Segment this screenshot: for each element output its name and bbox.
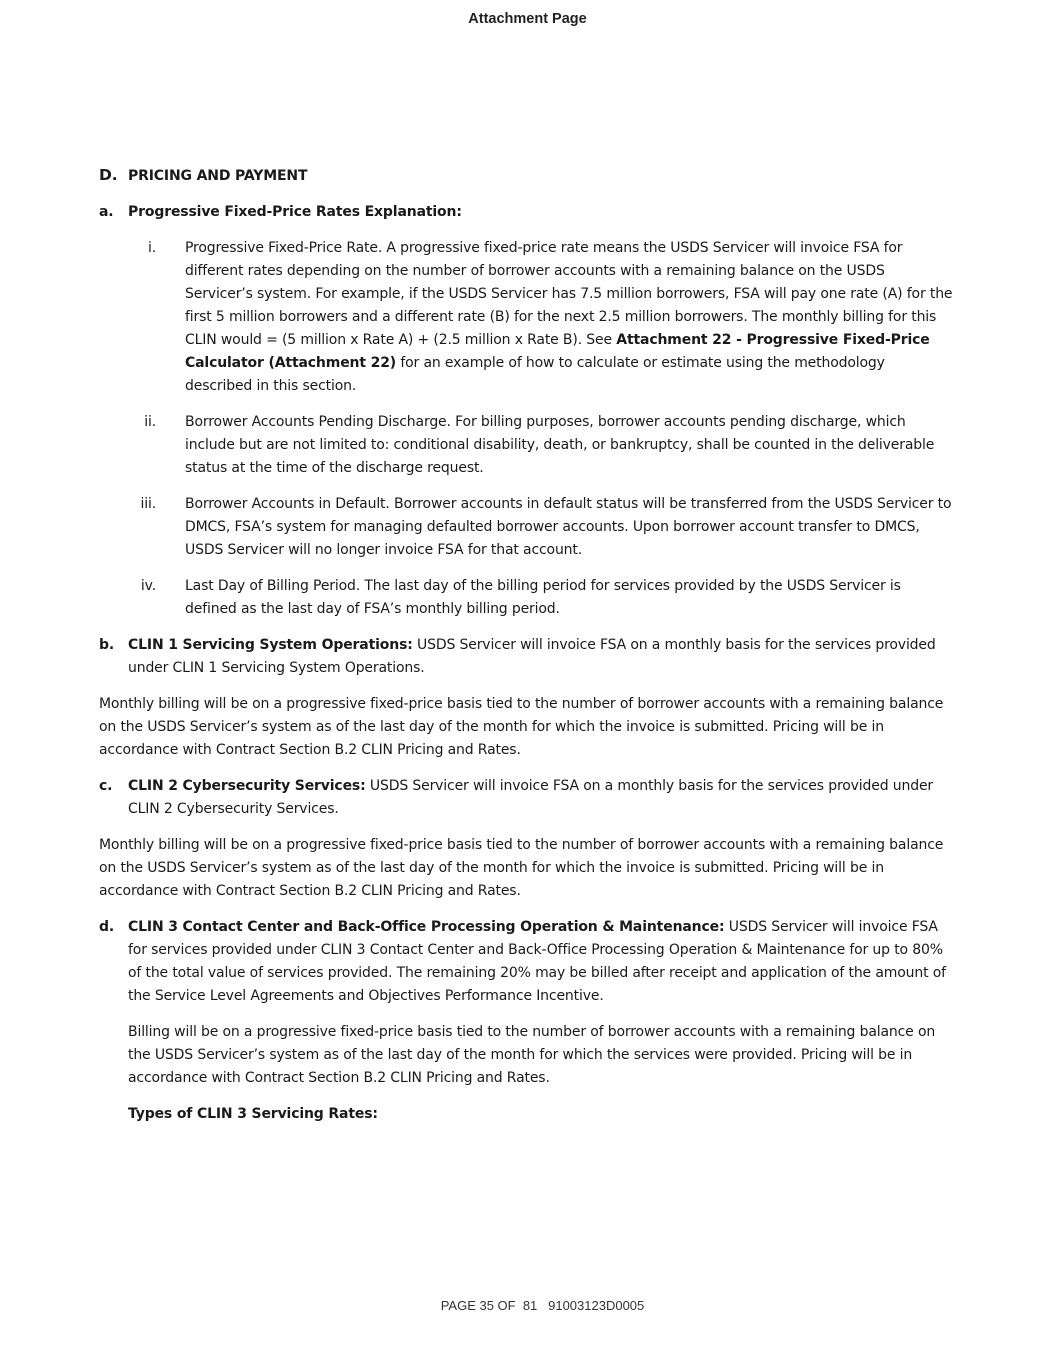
- item-c-title: CLIN 2 Cybersecurity Services:: [128, 778, 366, 794]
- subitem-ii-text: Borrower Accounts Pending Discharge. For billing purposes, borrower accounts pending discharge, which include but are not limited to: conditional disability, death, or bankruptcy, shall be counted in the deliverable status at the time of the discharge request.: [185, 414, 935, 476]
- roman-list: [99, 237, 954, 621]
- subitem-i: [99, 237, 954, 398]
- page-footer: [0, 1298, 1055, 1313]
- item-d: [99, 916, 954, 1008]
- item-d-paragraph: Billing will be on a progressive fixed-price basis tied to the number of borrower accounts with a remaining balance on the USDS Servicer’s system as of the last day of the month for which the services were provided. Pricing will be in accordance with Contract Section B.2 CLIN Pricing and Rates.: [128, 1024, 936, 1086]
- subitem-ii: [99, 411, 954, 480]
- item-c: [99, 775, 954, 821]
- item-c-text: USDS Servicer will invoice FSA on a monthly basis for the services provided under CLIN 2 Cybersecurity Services.: [128, 778, 934, 817]
- item-c-paragraph: Monthly billing will be on a progressive fixed-price basis tied to the number of borrower accounts with a remaining balance on the USDS Servicer’s system as of the last day of the month for which the invoice is submitted. Pricing will be in accordance with Contract Section B.2 CLIN Pricing and Rates.: [99, 837, 944, 899]
- attachment-22-reference: Attachment 22 - Progressive Fixed-Price Calculator (Attachment 22): [185, 332, 930, 371]
- section-letter: D.: [99, 166, 118, 184]
- subitem-iii-text: Borrower Accounts in Default. Borrower accounts in default status will be transferred from the USDS Servicer to DMCS, FSA’s system for managing defaulted borrower accounts. Upon borrower account transfer to DMCS, USDS Servicer will no longer invoice FSA for that account.: [185, 496, 952, 558]
- page-number: PAGE 35 OF 81 91003123D0005: [440, 1298, 645, 1313]
- item-d-title: CLIN 3 Contact Center and Back-Office Processing Operation & Maintenance:: [128, 919, 725, 935]
- item-b-body: [128, 634, 954, 680]
- item-d-body: [128, 916, 954, 1008]
- section-title: PRICING AND PAYMENT: [128, 168, 308, 184]
- document-body: [99, 164, 954, 1139]
- item-d-marker: d.: [99, 919, 115, 935]
- section-heading: [99, 164, 954, 188]
- item-b-marker: b.: [99, 637, 115, 653]
- item-c-body: [128, 775, 954, 821]
- item-a-marker: a.: [99, 204, 114, 220]
- subitem-iv-marker: iv.: [140, 578, 156, 594]
- item-d-text: USDS Servicer will invoice FSA for services provided under CLIN 3 Contact Center and Back-Office Processing Operation & Maintenance for up to 80% of the total value of services provided. The remaining 20% may be billed after receipt and application of the amount of the Service Level Agreements and Objectives Performance Incentive.: [128, 919, 946, 1004]
- item-b: [99, 634, 954, 680]
- clin3-rates-subheading: Types of CLIN 3 Servicing Rates:: [128, 1106, 378, 1122]
- item-b-text: USDS Servicer will invoice FSA on a monthly basis for the services provided under CLIN 1 Servicing System Operations.: [128, 637, 936, 676]
- item-c-marker: c.: [99, 778, 113, 794]
- item-a: [99, 201, 954, 224]
- subitem-iv: [99, 575, 954, 621]
- subitem-i-text-part1: Progressive Fixed-Price Rate. A progressive fixed-price rate means the USDS Servicer will invoice FSA for different rates depending on the number of borrower accounts with a remaining balance on the USDS Servicer’s system. For example, if the USDS Servicer has 7.5 million borrowers, FSA will pay one rate (A) for the first 5 million borrowers and a different rate (B) for the next 2.5 million borrowers. The monthly billing for this CLIN would = (5 million x Rate A) + (2.5 million x Rate B). See: [185, 240, 953, 348]
- subitem-iii-marker: iii.: [140, 496, 156, 512]
- subitem-i-marker: i.: [147, 240, 156, 256]
- subitem-iii: [99, 493, 954, 562]
- page-header: Attachment Page: [468, 11, 587, 27]
- subitem-i-text: [185, 237, 954, 398]
- subitem-i-text-part2: for an example of how to calculate or estimate using the methodology described in this section.: [185, 355, 885, 394]
- subitem-iv-text: Last Day of Billing Period. The last day of the billing period for services provided by the USDS Servicer is defined as the last day of FSA’s monthly billing period.: [185, 578, 901, 617]
- item-b-paragraph: Monthly billing will be on a progressive fixed-price basis tied to the number of borrower accounts with a remaining balance on the USDS Servicer’s system as of the last day of the month for which the invoice is submitted. Pricing will be in accordance with Contract Section B.2 CLIN Pricing and Rates.: [99, 696, 944, 758]
- subitem-ii-marker: ii.: [144, 414, 156, 430]
- item-b-title: CLIN 1 Servicing System Operations:: [128, 637, 413, 653]
- item-a-title: Progressive Fixed-Price Rates Explanation:: [128, 204, 462, 220]
